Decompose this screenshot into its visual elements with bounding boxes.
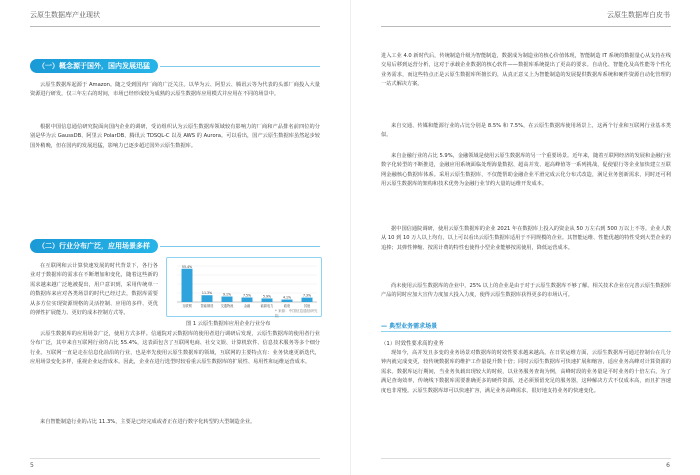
right-paragraph-5: 尚未使用云原生数据库的企业中，25% 以上的企业是由于对于云原生数据库不够了解。相关技术企业在完善云原生数据库产品的同时应加大宣传力度加大投入力度，使得云原生数据库获得更多的市场认可。 bbox=[381, 283, 671, 299]
section1-banner bbox=[30, 58, 320, 74]
scenario-1-heading: （1）时效性要求高的业务 bbox=[381, 341, 444, 347]
right-footer-rule bbox=[381, 458, 671, 459]
chart-value-label: 7.3% bbox=[302, 293, 312, 298]
chart-value-label: 9.1% bbox=[222, 292, 232, 297]
chart-bar bbox=[242, 298, 253, 303]
section2-banner bbox=[30, 238, 320, 254]
chart-category-label: 智能制造 bbox=[200, 304, 214, 308]
right-running-header: 云原生数据库白皮书 bbox=[607, 11, 670, 19]
section1-paragraph-2: 根据中国信息通信研究院面向国内企业的调研，受访组织认为云原生数据库领域较有影响力的厂商和产品排名前四位的分别是华为云 GaussDB、阿里云 PolarDB、腾讯云 TDSQL-C 以及 AWS 的 Aurora。可以看出，国产云原生数据库虽然起步较国外稍晚，但在国内的发展迅猛，影响力已逐步超过国外云原生数据库。 bbox=[30, 124, 320, 149]
left-header-rule bbox=[30, 26, 320, 27]
chart-source-note: * 来源：中国信息通信研究院 bbox=[275, 309, 318, 318]
left-footer-rule bbox=[30, 458, 320, 459]
section1-title: （一）概念源于国外，国内发展迅猛 bbox=[30, 59, 158, 73]
chart-bar bbox=[262, 298, 273, 302]
chart-value-label: 55.4% bbox=[181, 264, 193, 269]
section2-paragraph-1: 在互联网和云计算快速发展的时代背景下，各行各业对于数据库的需求在不断增加和变化，随着这些新的需求越来越广泛地被提出，用户意识到，采用传统单一的数据库来应对各类场景的时代已经过去，数据库需要从多方位实现资源规格的灵活控制、应用的多样、更优的弹性扩展能力、更好的成本控制方式等。 bbox=[30, 263, 158, 317]
chart-value-label: 5.9% bbox=[262, 294, 272, 299]
chart-category-label: 其他 bbox=[303, 304, 311, 308]
typical-scenarios-heading: — 典型业务需求场景 bbox=[381, 323, 438, 330]
figure-caption: 图 1 云原生数据库应用企业行业分布 bbox=[186, 321, 271, 327]
section2-rule bbox=[160, 246, 320, 247]
chart-category-label: 政府 bbox=[283, 304, 291, 308]
chart-value-label: 7.5% bbox=[242, 293, 252, 298]
industry-distribution-chart bbox=[166, 257, 322, 317]
scenario-1-paragraph: 现如今，高并发且多变的业务场景对数据库的时效性要求越来越高。在日常运维方面，云原生数据库可通过控制台在几分钟内就完成变更，较传统数据库的维护工作量提升数十倍；同时云原生数据库可快速扩展和缩容，适应业务高峰对计算资源的需求。数据库运行期间，当业务负载出现较大的时候，以业务服务查询为例，高峰时段的业务量是平时业务的十倍左右，为了满足查询效率，传统线下数据库需要准确更多的硬件资源，还必须预留充足的服务器，这种解决方式不仅成本高，而且扩容速度也非常慢。云原生数据库却可以快速扩容，满足业务高峰需求，很好地支持业务的快速变化。 bbox=[381, 350, 671, 394]
chart-bar bbox=[282, 300, 293, 302]
typical-scenarios-rule bbox=[381, 331, 671, 332]
right-paragraph-1: 进入工业 4.0 新时代后，传统制造升级为智能制造，数据成为制造业的核心价值体现，智能制造 IT 系统的数据量心从支持在线交易后移到运营分析，这对于承载企业数据的核心软件——数据库系统提出了更高的要求。自动化、智能化及高性能等个性化业务需求，而这些特点正是云原生数据库所擅长的，从真正意义上为智能制造的发展提供数据库系统和硬件资源自动化管理的一站式解决方案。 bbox=[381, 53, 671, 88]
right-page-number: 6 bbox=[666, 462, 670, 469]
chart-bar bbox=[202, 295, 213, 302]
section2-paragraph-2: 云原生数据库的应用场景广泛，使用方式多样。信通院对云数据库的使用者进行调研后发现，云原生数据库的使用者行业分布广泛，其中来自互联网行业的占比 55.4%，这表面包含了互联网电商、社交文娱、计算机软件、信息技术服务等多个细分行业。互联网一直是走在信息化前沿的行业，也是率先使用云原生数据库的领域，互联网的主要特点有：业务快速更新迭代，应用场景变化多样，重视企业运营成本。因此，企业在进行选型时较看重云原生数据库的扩展性、易用性和运维运营成本。 bbox=[30, 331, 320, 366]
chart-bar bbox=[222, 297, 233, 302]
section2-title: （二）行业分布广泛，应用场景多样 bbox=[30, 239, 158, 253]
right-page bbox=[350, 0, 700, 475]
chart-bar bbox=[182, 269, 193, 302]
chart-category-label: 交通物流 bbox=[220, 304, 234, 308]
right-header-rule bbox=[381, 26, 671, 27]
section1-paragraph-1: 云原生数据库起源于 Amazon。随之受到国内厂商的广泛关注。以华为云、阿里云、腾讯云等为代表的头部厂商投入大量资源进行研发，仅三年左右的时间，市场已经形成较为成熟的云原生数据库应用模式并应用在不同的场景中。 bbox=[30, 82, 320, 98]
right-paragraph-4: 据中国信通院调研，使用云原生数据库的企业 2021 年在数据库上投入的资金从 50 万左右到 500 万以上不等。企业人数从 10 到 10 万人以上均有，以上可以看出云原生数据库适用于不同规模的企业。其智能运维、性能优越的特性受到大型企业的追捧；其弹性伸缩、按需计费的特性也使得小型企业能够按需使用，降低运营成本。 bbox=[381, 226, 671, 251]
section1-rule bbox=[160, 66, 320, 67]
left-running-header: 云原生数据库产业现状 bbox=[30, 11, 100, 19]
chart-bar bbox=[302, 298, 313, 302]
chart-value-label: 4.1% bbox=[282, 295, 292, 300]
chart-value-label: 11.3% bbox=[201, 291, 213, 296]
left-page-number: 5 bbox=[30, 462, 34, 469]
chart-category-label: 互联网 bbox=[182, 304, 192, 308]
chart-category-label: 金融 bbox=[243, 304, 251, 308]
right-paragraph-2: 来自交通、传媒和能源行业的占比分别是 8.5% 和 7.5%，在云原生数据库使用场景上，这两个行业和互联网行业基本类似。 bbox=[381, 123, 671, 139]
section2-paragraph-3: 来自智能制造行业的占比 11.3%，主要是已经完成或者正在进行数字化转型的大型制造企业。 bbox=[40, 419, 256, 425]
right-paragraph-3: 来自金融行业的占比 5.9%，金融领域是使用云原生数据库的另一个重要场景。近年来，随着互联网经济的发展和金融行业数字化转型的不断推进，金融应用系统面临处理海量数据、超高并发、超高峰值等一系列挑战，促使银行等企业加快建立互联网金融核心数据库体系。采用云原生数据库，不仅能帮助金融企业平滑完成云化分布式改造，满足业务创新需求，同时还可利用云原生数据库的架构和技术优势为金融行业节约大量的运维开发成本。 bbox=[381, 153, 671, 188]
chart-category-label: 能源电力 bbox=[260, 304, 274, 308]
